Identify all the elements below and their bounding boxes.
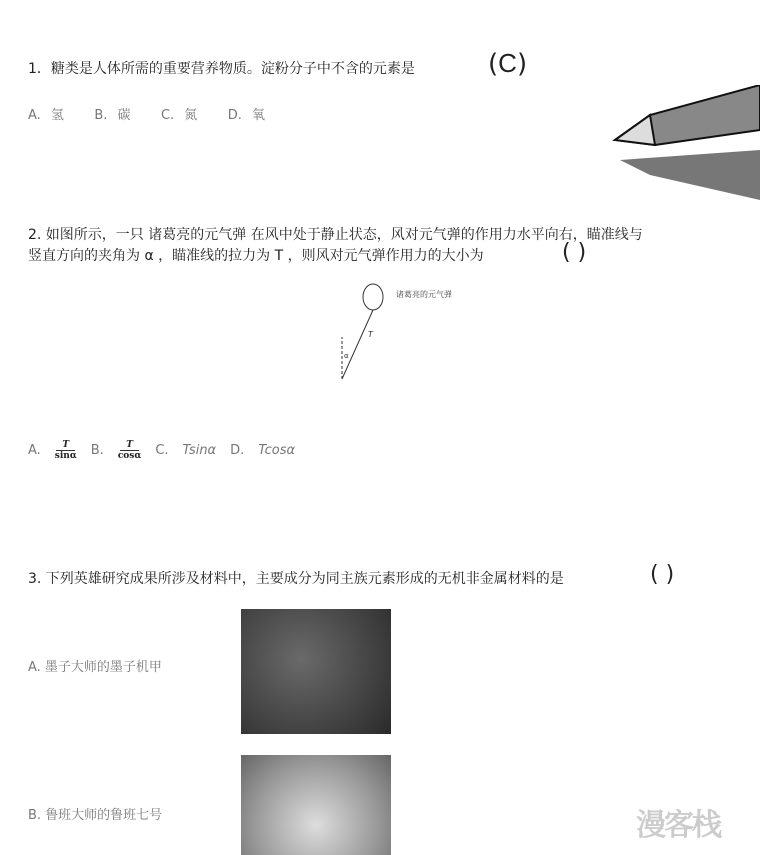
q3-answer-paren: ( ) xyxy=(650,562,675,587)
q1-text: 1．糖类是人体所需的重要营养物质。淀粉分子中不含的元素是 xyxy=(28,61,415,77)
luban-image xyxy=(241,755,391,855)
q1-option-d[interactable]: D. 氧 xyxy=(227,108,265,123)
q3-option-b[interactable]: B. 鲁班大师的鲁班七号 xyxy=(28,808,163,823)
q1-options xyxy=(28,104,265,123)
q2-option-b[interactable]: B. xyxy=(90,443,104,458)
q2-option-d-value: Tcosα xyxy=(258,443,296,458)
figure-t: T xyxy=(368,330,373,339)
figure-alpha: α xyxy=(344,352,349,360)
q1-answer: (C) xyxy=(488,48,528,79)
q2-line1: 2. 如图所示，一只 诸葛亮的元气弹 在风中处于静止状态，风对元气弹的作用力水平向右，瞄准线与 xyxy=(28,227,643,243)
q2-option-d[interactable]: D. xyxy=(230,443,245,458)
q1-option-c[interactable]: C. 氮 xyxy=(160,108,198,123)
mozi-mecha-image xyxy=(241,609,391,734)
balloon-figure xyxy=(330,282,390,382)
q3-text: 3. 下列英雄研究成果所涉及材料中，主要成分为同主族元素形成的无机非金属材料的是 xyxy=(28,571,564,587)
q3-option-a[interactable]: A. 墨子大师的墨子机甲 xyxy=(28,660,162,675)
watermark-logo: 漫客栈 xyxy=(636,808,720,843)
q2-option-a[interactable]: A. xyxy=(28,443,41,458)
q2-option-c-value: Tsinα xyxy=(182,443,217,458)
figure-label: 诸葛亮的元气弹 xyxy=(396,290,452,299)
q2-option-b-fraction: $\frac{T}{\cos\alpha}$ xyxy=(117,440,142,461)
q1-option-b[interactable]: B. 碳 xyxy=(94,108,131,123)
q2-options xyxy=(28,440,295,461)
q2-line2: 竖直方向的夹角为 α ，瞄准线的拉力为 T ，则风对元气弹作用力的大小为 xyxy=(28,248,484,264)
q1-option-a[interactable]: A. 氢 xyxy=(28,108,64,123)
pen-illustration xyxy=(610,85,760,205)
q2-option-c[interactable]: C. xyxy=(155,443,169,458)
q2-answer-paren: ( ) xyxy=(562,240,587,265)
q2-option-a-fraction: $\frac{T}{\sin\alpha}$ xyxy=(54,440,77,461)
